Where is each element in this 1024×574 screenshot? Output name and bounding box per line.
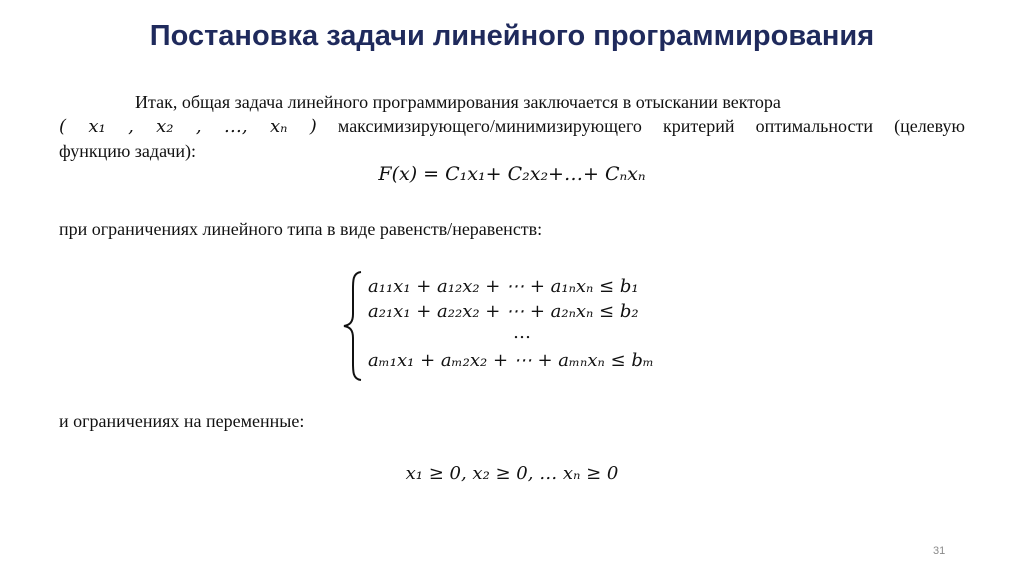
intro-line-3: функцию задачи): (59, 141, 197, 161)
intro-line-2 (59, 114, 965, 139)
constraint-row-m: aₘ₁x₁ + aₘ₂x₂ + ⋯ + aₘₙxₙ ≤ bₘ (368, 350, 654, 371)
constraint-system (341, 270, 741, 382)
constraint-row-2: a₂₁x₁ + a₂₂x₂ + ⋯ + a₂ₙxₙ ≤ b₂ (368, 301, 639, 322)
page-number: 31 (933, 545, 946, 557)
intro-line-2-text: максимизирующего/минимизирующего критерий оптимальности (целевую (337, 116, 965, 136)
left-brace-icon (341, 270, 365, 382)
vector-expression: ( x₁ , x₂ , …, xₙ ) (59, 116, 317, 137)
nonnegativity-constraints: x₁ ≥ 0, x₂ ≥ 0, … xₙ ≥ 0 (405, 463, 619, 484)
variables-intro: и ограничениях на переменные: (59, 411, 305, 431)
constraint-row-1: a₁₁x₁ + a₁₂x₂ + ⋯ + a₁ₙxₙ ≤ b₁ (368, 276, 639, 297)
constraints-intro: при ограничениях линейного типа в виде равенств/неравенств: (59, 219, 543, 239)
intro-line-1: Итак, общая задача линейного программирования заключается в отыскании вектора (135, 92, 781, 112)
intro-paragraph (59, 90, 965, 163)
constraint-row-ellipsis: … (513, 322, 531, 343)
slide-title: Постановка задачи линейного программирования (149, 20, 875, 52)
objective-function: F(x) = C₁x₁+ C₂x₂+…+ Cₙxₙ (378, 163, 646, 185)
